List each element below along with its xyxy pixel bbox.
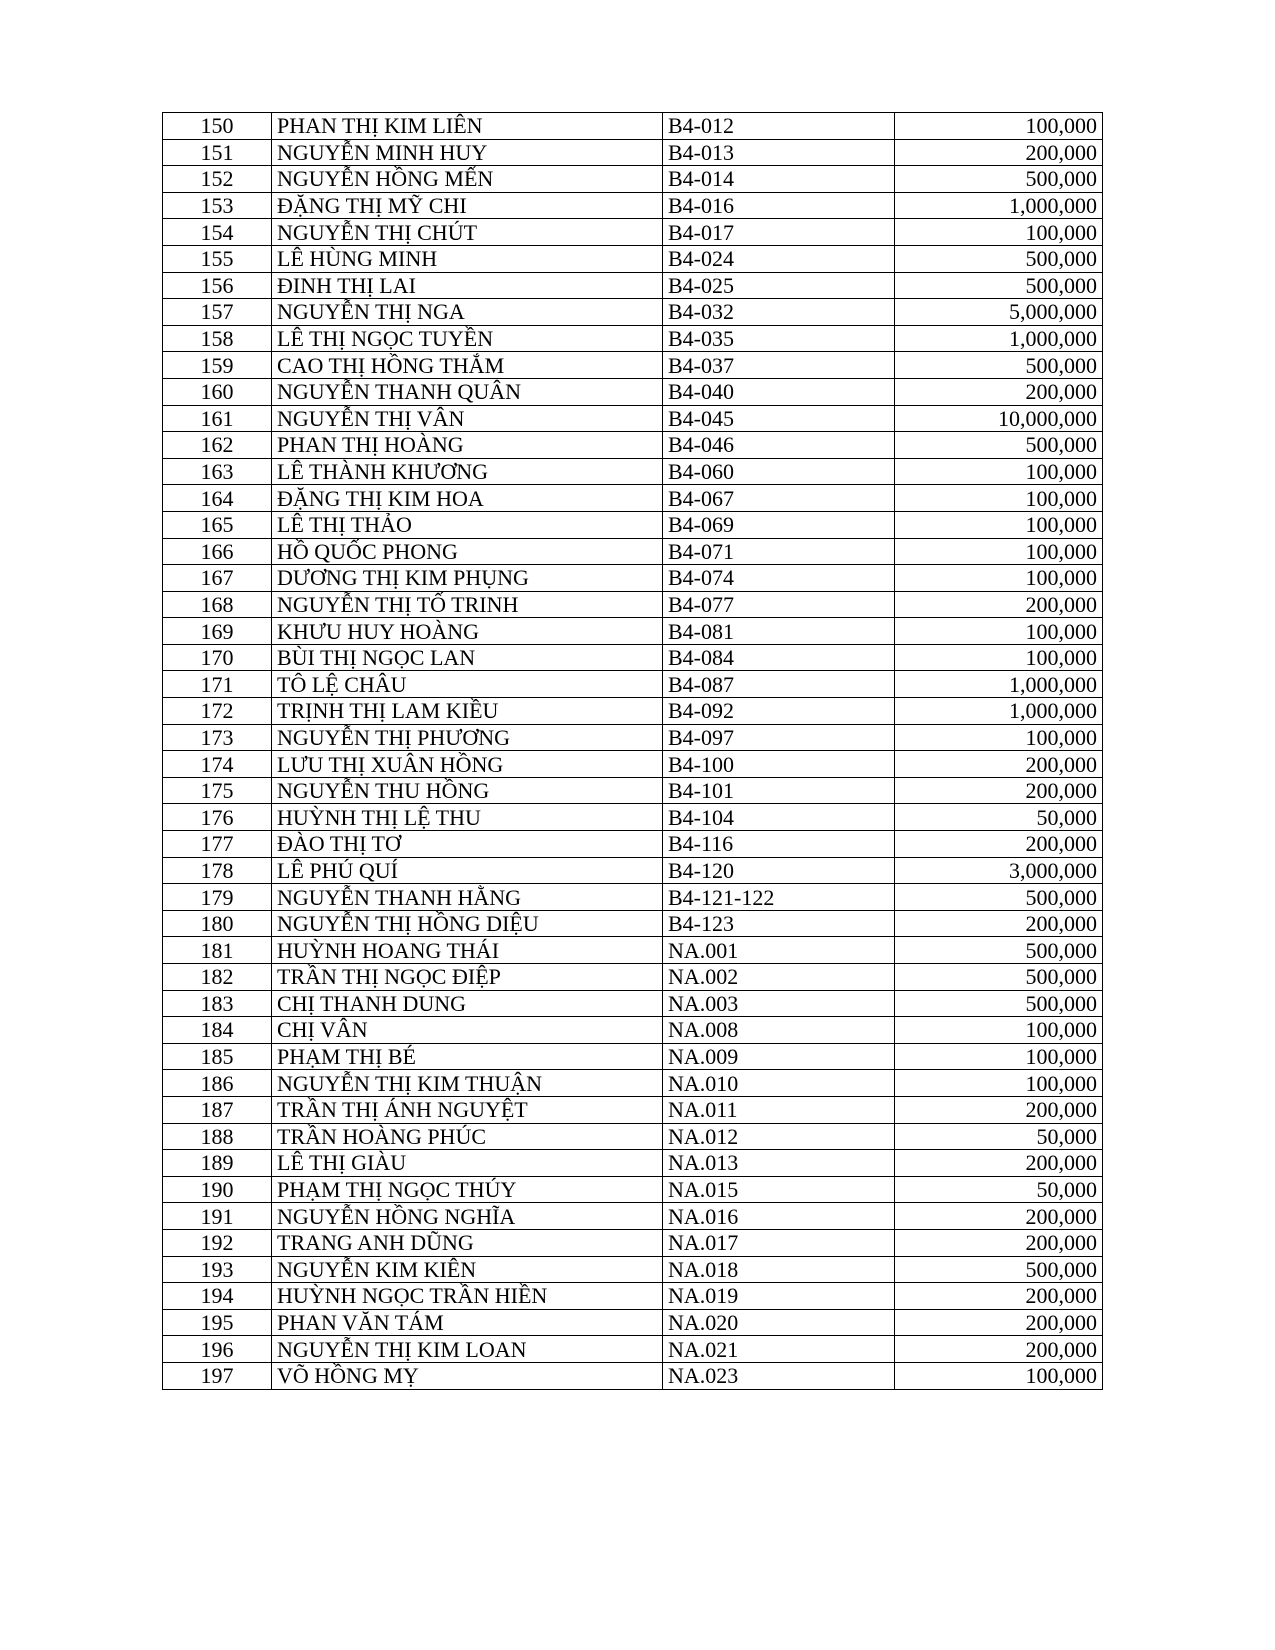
unit-code-cell: B4-045	[663, 405, 895, 432]
unit-code-cell: NA.016	[663, 1203, 895, 1230]
amount-cell: 500,000	[895, 990, 1103, 1017]
table-row	[163, 405, 1103, 432]
table-row	[163, 751, 1103, 778]
donor-name-cell: NGUYỄN HỒNG NGHĨA	[272, 1203, 663, 1230]
row-number-cell: 186	[163, 1070, 272, 1097]
row-number-cell: 193	[163, 1256, 272, 1283]
amount-cell: 500,000	[895, 1256, 1103, 1283]
amount-cell: 100,000	[895, 644, 1103, 671]
unit-code-cell: B4-046	[663, 432, 895, 459]
donor-name-cell: NGUYỄN THU HỒNG	[272, 777, 663, 804]
row-number-cell: 171	[163, 671, 272, 698]
row-number-cell: 165	[163, 511, 272, 538]
row-number-cell: 197	[163, 1362, 272, 1389]
amount-cell: 200,000	[895, 1309, 1103, 1336]
donor-name-cell: NGUYỄN THỊ TỐ TRINH	[272, 591, 663, 618]
table-row	[163, 1283, 1103, 1310]
row-number-cell: 150	[163, 113, 272, 140]
table-row	[163, 1203, 1103, 1230]
table-row	[163, 166, 1103, 193]
donor-name-cell: PHAN THỊ HOÀNG	[272, 432, 663, 459]
table-row	[163, 1229, 1103, 1256]
unit-code-cell: B4-013	[663, 139, 895, 166]
row-number-cell: 182	[163, 964, 272, 991]
unit-code-cell: NA.002	[663, 964, 895, 991]
amount-cell: 500,000	[895, 964, 1103, 991]
donor-name-cell: NGUYỄN THỊ HỒNG DIỆU	[272, 910, 663, 937]
amount-cell: 100,000	[895, 565, 1103, 592]
amount-cell: 1,000,000	[895, 671, 1103, 698]
unit-code-cell: B4-097	[663, 724, 895, 751]
unit-code-cell: B4-120	[663, 857, 895, 884]
table-row	[163, 245, 1103, 272]
table-row	[163, 192, 1103, 219]
row-number-cell: 167	[163, 565, 272, 592]
row-number-cell: 161	[163, 405, 272, 432]
unit-code-cell: B4-024	[663, 245, 895, 272]
donor-name-cell: PHAN VĂN TÁM	[272, 1309, 663, 1336]
unit-code-cell: NA.011	[663, 1096, 895, 1123]
amount-cell: 100,000	[895, 538, 1103, 565]
row-number-cell: 190	[163, 1176, 272, 1203]
donor-name-cell: TRANG ANH DŨNG	[272, 1229, 663, 1256]
row-number-cell: 160	[163, 378, 272, 405]
donor-name-cell: TÔ LỆ CHÂU	[272, 671, 663, 698]
table-row	[163, 1017, 1103, 1044]
unit-code-cell: B4-104	[663, 804, 895, 831]
unit-code-cell: B4-037	[663, 352, 895, 379]
donation-table-body	[163, 113, 1103, 1390]
row-number-cell: 187	[163, 1096, 272, 1123]
unit-code-cell: B4-012	[663, 113, 895, 140]
unit-code-cell: B4-071	[663, 538, 895, 565]
amount-cell: 100,000	[895, 511, 1103, 538]
table-row	[163, 432, 1103, 459]
amount-cell: 200,000	[895, 1096, 1103, 1123]
donor-name-cell: TRỊNH THỊ LAM KIỀU	[272, 698, 663, 725]
amount-cell: 100,000	[895, 458, 1103, 485]
unit-code-cell: B4-092	[663, 698, 895, 725]
donor-name-cell: NGUYỄN THANH HẰNG	[272, 884, 663, 911]
donor-name-cell: NGUYỄN THỊ CHÚT	[272, 219, 663, 246]
table-row	[163, 644, 1103, 671]
table-row	[163, 618, 1103, 645]
row-number-cell: 169	[163, 618, 272, 645]
table-row	[163, 1150, 1103, 1177]
unit-code-cell: B4-025	[663, 272, 895, 299]
table-row	[163, 325, 1103, 352]
table-row	[163, 1070, 1103, 1097]
amount-cell: 500,000	[895, 937, 1103, 964]
unit-code-cell: B4-060	[663, 458, 895, 485]
table-row	[163, 219, 1103, 246]
donor-name-cell: TRẦN THỊ NGỌC ĐIỆP	[272, 964, 663, 991]
unit-code-cell: NA.012	[663, 1123, 895, 1150]
amount-cell: 500,000	[895, 166, 1103, 193]
table-row	[163, 378, 1103, 405]
table-row	[163, 831, 1103, 858]
amount-cell: 200,000	[895, 910, 1103, 937]
donor-name-cell: PHẠM THỊ NGỌC THÚY	[272, 1176, 663, 1203]
unit-code-cell: B4-074	[663, 565, 895, 592]
row-number-cell: 154	[163, 219, 272, 246]
donor-name-cell: DƯƠNG THỊ KIM PHỤNG	[272, 565, 663, 592]
amount-cell: 50,000	[895, 1123, 1103, 1150]
unit-code-cell: B4-123	[663, 910, 895, 937]
amount-cell: 1,000,000	[895, 698, 1103, 725]
amount-cell: 100,000	[895, 1043, 1103, 1070]
amount-cell: 500,000	[895, 432, 1103, 459]
donor-name-cell: LÊ PHÚ QUÍ	[272, 857, 663, 884]
row-number-cell: 188	[163, 1123, 272, 1150]
amount-cell: 1,000,000	[895, 325, 1103, 352]
table-row	[163, 724, 1103, 751]
amount-cell: 1,000,000	[895, 192, 1103, 219]
table-row	[163, 671, 1103, 698]
unit-code-cell: NA.018	[663, 1256, 895, 1283]
unit-code-cell: B4-035	[663, 325, 895, 352]
unit-code-cell: NA.010	[663, 1070, 895, 1097]
donor-name-cell: NGUYỄN THỊ VÂN	[272, 405, 663, 432]
unit-code-cell: B4-116	[663, 831, 895, 858]
row-number-cell: 152	[163, 166, 272, 193]
unit-code-cell: B4-067	[663, 485, 895, 512]
table-row	[163, 538, 1103, 565]
donor-name-cell: LÊ THỊ THẢO	[272, 511, 663, 538]
table-row	[163, 777, 1103, 804]
row-number-cell: 189	[163, 1150, 272, 1177]
unit-code-cell: B4-069	[663, 511, 895, 538]
table-row	[163, 1176, 1103, 1203]
row-number-cell: 173	[163, 724, 272, 751]
row-number-cell: 183	[163, 990, 272, 1017]
table-row	[163, 272, 1103, 299]
amount-cell: 200,000	[895, 751, 1103, 778]
amount-cell: 100,000	[895, 113, 1103, 140]
donor-name-cell: TRẦN HOÀNG PHÚC	[272, 1123, 663, 1150]
donor-name-cell: NGUYỄN THỊ KIM THUẬN	[272, 1070, 663, 1097]
table-row	[163, 884, 1103, 911]
amount-cell: 200,000	[895, 591, 1103, 618]
row-number-cell: 175	[163, 777, 272, 804]
donor-name-cell: CHỊ THANH DUNG	[272, 990, 663, 1017]
table-row	[163, 1096, 1103, 1123]
unit-code-cell: NA.008	[663, 1017, 895, 1044]
donor-name-cell: PHAN THỊ KIM LIÊN	[272, 113, 663, 140]
donor-name-cell: ĐẶNG THỊ MỸ CHI	[272, 192, 663, 219]
table-row	[163, 352, 1103, 379]
row-number-cell: 180	[163, 910, 272, 937]
table-row	[163, 1123, 1103, 1150]
row-number-cell: 194	[163, 1283, 272, 1310]
donor-name-cell: LƯU THỊ XUÂN HỒNG	[272, 751, 663, 778]
amount-cell: 200,000	[895, 139, 1103, 166]
row-number-cell: 179	[163, 884, 272, 911]
amount-cell: 100,000	[895, 1070, 1103, 1097]
unit-code-cell: B4-032	[663, 299, 895, 326]
row-number-cell: 163	[163, 458, 272, 485]
unit-code-cell: NA.021	[663, 1336, 895, 1363]
table-row	[163, 139, 1103, 166]
unit-code-cell: NA.015	[663, 1176, 895, 1203]
amount-cell: 500,000	[895, 245, 1103, 272]
table-row	[163, 113, 1103, 140]
row-number-cell: 164	[163, 485, 272, 512]
table-row	[163, 964, 1103, 991]
amount-cell: 100,000	[895, 219, 1103, 246]
donor-name-cell: ĐÀO THỊ TƠ	[272, 831, 663, 858]
unit-code-cell: NA.019	[663, 1283, 895, 1310]
table-row	[163, 1043, 1103, 1070]
row-number-cell: 168	[163, 591, 272, 618]
donor-name-cell: CHỊ VÂN	[272, 1017, 663, 1044]
table-row	[163, 910, 1103, 937]
unit-code-cell: B4-101	[663, 777, 895, 804]
donor-name-cell: VÕ HỒNG MỴ	[272, 1362, 663, 1389]
row-number-cell: 153	[163, 192, 272, 219]
amount-cell: 200,000	[895, 1150, 1103, 1177]
donor-name-cell: NGUYỄN THANH QUÂN	[272, 378, 663, 405]
row-number-cell: 157	[163, 299, 272, 326]
table-row	[163, 1362, 1103, 1389]
row-number-cell: 166	[163, 538, 272, 565]
unit-code-cell: B4-121-122	[663, 884, 895, 911]
row-number-cell: 174	[163, 751, 272, 778]
amount-cell: 50,000	[895, 804, 1103, 831]
row-number-cell: 195	[163, 1309, 272, 1336]
donor-name-cell: KHƯU HUY HOÀNG	[272, 618, 663, 645]
table-row	[163, 1336, 1103, 1363]
donor-name-cell: ĐẶNG THỊ KIM HOA	[272, 485, 663, 512]
donation-table	[162, 112, 1103, 1390]
row-number-cell: 155	[163, 245, 272, 272]
row-number-cell: 181	[163, 937, 272, 964]
amount-cell: 5,000,000	[895, 299, 1103, 326]
donor-name-cell: ĐINH THỊ LAI	[272, 272, 663, 299]
amount-cell: 200,000	[895, 831, 1103, 858]
amount-cell: 200,000	[895, 1203, 1103, 1230]
unit-code-cell: NA.013	[663, 1150, 895, 1177]
amount-cell: 200,000	[895, 1283, 1103, 1310]
table-row	[163, 804, 1103, 831]
table-row	[163, 511, 1103, 538]
table-row	[163, 1256, 1103, 1283]
table-row	[163, 299, 1103, 326]
amount-cell: 200,000	[895, 1229, 1103, 1256]
donor-name-cell: NGUYỄN KIM KIÊN	[272, 1256, 663, 1283]
unit-code-cell: NA.020	[663, 1309, 895, 1336]
row-number-cell: 172	[163, 698, 272, 725]
donor-name-cell: NGUYỄN HỒNG MẾN	[272, 166, 663, 193]
row-number-cell: 196	[163, 1336, 272, 1363]
table-row	[163, 1309, 1103, 1336]
unit-code-cell: B4-084	[663, 644, 895, 671]
table-row	[163, 857, 1103, 884]
row-number-cell: 177	[163, 831, 272, 858]
amount-cell: 200,000	[895, 378, 1103, 405]
amount-cell: 500,000	[895, 884, 1103, 911]
unit-code-cell: NA.023	[663, 1362, 895, 1389]
row-number-cell: 159	[163, 352, 272, 379]
row-number-cell: 185	[163, 1043, 272, 1070]
amount-cell: 50,000	[895, 1176, 1103, 1203]
amount-cell: 100,000	[895, 485, 1103, 512]
amount-cell: 500,000	[895, 352, 1103, 379]
row-number-cell: 192	[163, 1229, 272, 1256]
row-number-cell: 162	[163, 432, 272, 459]
donor-name-cell: NGUYỄN THỊ NGA	[272, 299, 663, 326]
donor-name-cell: HUỲNH HOANG THÁI	[272, 937, 663, 964]
row-number-cell: 184	[163, 1017, 272, 1044]
donor-name-cell: LÊ THÀNH KHƯƠNG	[272, 458, 663, 485]
table-row	[163, 990, 1103, 1017]
amount-cell: 100,000	[895, 618, 1103, 645]
amount-cell: 200,000	[895, 777, 1103, 804]
unit-code-cell: B4-087	[663, 671, 895, 698]
unit-code-cell: NA.003	[663, 990, 895, 1017]
row-number-cell: 178	[163, 857, 272, 884]
donor-name-cell: LÊ HÙNG MINH	[272, 245, 663, 272]
unit-code-cell: B4-014	[663, 166, 895, 193]
unit-code-cell: NA.017	[663, 1229, 895, 1256]
unit-code-cell: B4-017	[663, 219, 895, 246]
table-row	[163, 485, 1103, 512]
unit-code-cell: B4-016	[663, 192, 895, 219]
amount-cell: 500,000	[895, 272, 1103, 299]
donor-name-cell: LÊ THỊ GIÀU	[272, 1150, 663, 1177]
unit-code-cell: B4-100	[663, 751, 895, 778]
donor-name-cell: NGUYỄN THỊ KIM LOAN	[272, 1336, 663, 1363]
donor-name-cell: NGUYỄN THỊ PHƯƠNG	[272, 724, 663, 751]
table-row	[163, 698, 1103, 725]
unit-code-cell: NA.001	[663, 937, 895, 964]
donor-name-cell: HUỲNH THỊ LỆ THU	[272, 804, 663, 831]
unit-code-cell: B4-077	[663, 591, 895, 618]
amount-cell: 100,000	[895, 724, 1103, 751]
row-number-cell: 158	[163, 325, 272, 352]
donor-name-cell: BÙI THỊ NGỌC LAN	[272, 644, 663, 671]
donor-name-cell: PHẠM THỊ BÉ	[272, 1043, 663, 1070]
unit-code-cell: NA.009	[663, 1043, 895, 1070]
table-row	[163, 937, 1103, 964]
amount-cell: 10,000,000	[895, 405, 1103, 432]
table-row	[163, 458, 1103, 485]
donor-name-cell: LÊ THỊ NGỌC TUYỀN	[272, 325, 663, 352]
donor-name-cell: CAO THỊ HỒNG THẮM	[272, 352, 663, 379]
amount-cell: 3,000,000	[895, 857, 1103, 884]
donor-name-cell: HUỲNH NGỌC TRẦN HIỀN	[272, 1283, 663, 1310]
amount-cell: 100,000	[895, 1017, 1103, 1044]
donor-name-cell: NGUYỄN MINH HUY	[272, 139, 663, 166]
table-row	[163, 591, 1103, 618]
amount-cell: 200,000	[895, 1336, 1103, 1363]
unit-code-cell: B4-081	[663, 618, 895, 645]
donor-name-cell: HỒ QUỐC PHONG	[272, 538, 663, 565]
unit-code-cell: B4-040	[663, 378, 895, 405]
row-number-cell: 176	[163, 804, 272, 831]
donor-name-cell: TRẦN THỊ ÁNH NGUYỆT	[272, 1096, 663, 1123]
row-number-cell: 151	[163, 139, 272, 166]
amount-cell: 100,000	[895, 1362, 1103, 1389]
row-number-cell: 191	[163, 1203, 272, 1230]
table-row	[163, 565, 1103, 592]
row-number-cell: 156	[163, 272, 272, 299]
row-number-cell: 170	[163, 644, 272, 671]
